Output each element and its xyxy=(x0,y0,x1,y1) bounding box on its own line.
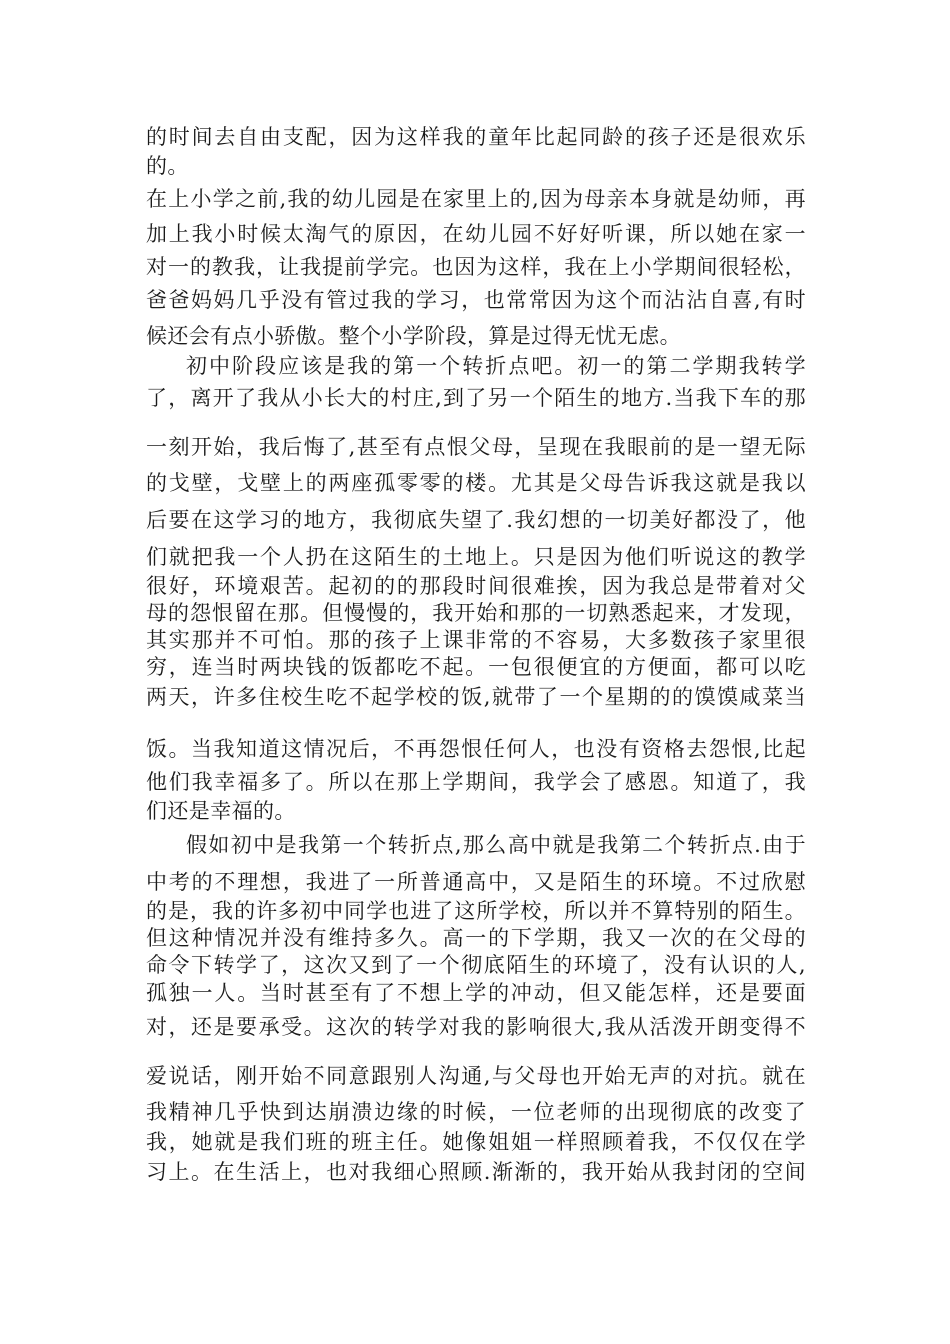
text-line: 母的怨恨留在那。但慢慢的，我开始和那的一切熟悉起来，才发现， xyxy=(146,601,806,625)
text-line: 其实那并不可怕。那的孩子上课非常的不容易，大多数孩子家里很 xyxy=(146,628,806,652)
text-line: 们还是幸福的。 xyxy=(146,799,296,823)
text-line: 我，她就是我们班的班主任。她像姐姐一样照顾着我，不仅仅在学 xyxy=(146,1130,806,1154)
text-line: 但这种情况并没有维持多久。高一的下学期，我又一次的在父母的 xyxy=(146,926,806,950)
text-line: 的时间去自由支配，因为这样我的童年比起同龄的孩子还是很欢乐 xyxy=(146,125,806,149)
text-line: 穷，连当时两块钱的饭都吃不起。一包很便宜的方便面，都可以吃 xyxy=(146,655,806,679)
text-line: 们就把我一个人扔在这陌生的土地上。只是因为他们听说这的教学 xyxy=(146,545,806,569)
text-line: 候还会有点小骄傲。整个小学阶段，算是过得无忧无虑。 xyxy=(146,324,681,348)
text-line: 他们我幸福多了。所以在那上学期间，我学会了感恩。知道了，我 xyxy=(146,770,806,794)
text-line: 后要在这学习的地方，我彻底失望了.我幻想的一切美好都没了，他 xyxy=(146,508,806,532)
text-line: 的是，我的许多初中同学也进了这所学校，所以并不算特别的陌生。 xyxy=(146,899,806,923)
text-line: 我精神几乎快到达崩溃边缘的时候，一位老师的出现彻底的改变了 xyxy=(146,1100,806,1124)
text-line: 对，还是要承受。这次的转学对我的影响很大,我从活泼开朗变得不 xyxy=(146,1015,806,1039)
text-line: 孤独一人。当时甚至有了不想上学的冲动，但又能怎样，还是要面 xyxy=(146,981,806,1005)
text-line: 命令下转学了，这次又到了一个彻底陌生的环境了，没有认识的人, xyxy=(146,953,806,977)
text-line: 了，离开了我从小长大的村庄,到了另一个陌生的地方.当我下车的那 xyxy=(146,386,806,410)
text-line: 初中阶段应该是我的第一个转折点吧。初一的第二学期我转学 xyxy=(186,354,806,378)
text-line: 一刻开始，我后悔了,甚至有点恨父母，呈现在我眼前的是一望无际 xyxy=(146,435,806,459)
text-line: 在上小学之前,我的幼儿园是在家里上的,因为母亲本身就是幼师，再 xyxy=(146,187,806,211)
text-line: 饭。当我知道这情况后，不再怨恨任何人，也没有资格去怨恨,比起 xyxy=(146,737,806,761)
text-line: 爱说话，刚开始不同意跟别人沟通,与父母也开始无声的对抗。就在 xyxy=(146,1064,806,1088)
text-line: 很好，环境艰苦。起初的的那段时间很难挨，因为我总是带着对父 xyxy=(146,574,806,598)
text-line: 的。 xyxy=(146,154,189,178)
text-line: 两天，许多住校生吃不起学校的饭,就带了一个星期的的馍馍咸菜当 xyxy=(146,685,806,709)
text-line: 习上。在生活上，也对我细心照顾.渐渐的，我开始从我封闭的空间 xyxy=(146,1160,806,1184)
text-line: 中考的不理想，我进了一所普通高中，又是陌生的环境。不过欣慰 xyxy=(146,870,806,894)
text-line: 假如初中是我第一个转折点,那么高中就是我第二个转折点.由于 xyxy=(186,833,806,857)
text-line: 爸爸妈妈几乎没有管过我的学习，也常常因为这个而沾沾自喜,有时 xyxy=(146,288,806,312)
text-line: 对一的教我，让我提前学完。也因为这样，我在上小学期间很轻松， xyxy=(146,255,806,279)
text-line: 的戈壁，戈壁上的两座孤零零的楼。尤其是父母告诉我这就是我以 xyxy=(146,471,806,495)
text-line: 加上我小时候太淘气的原因，在幼儿园不好好听课，所以她在家一 xyxy=(146,222,806,246)
